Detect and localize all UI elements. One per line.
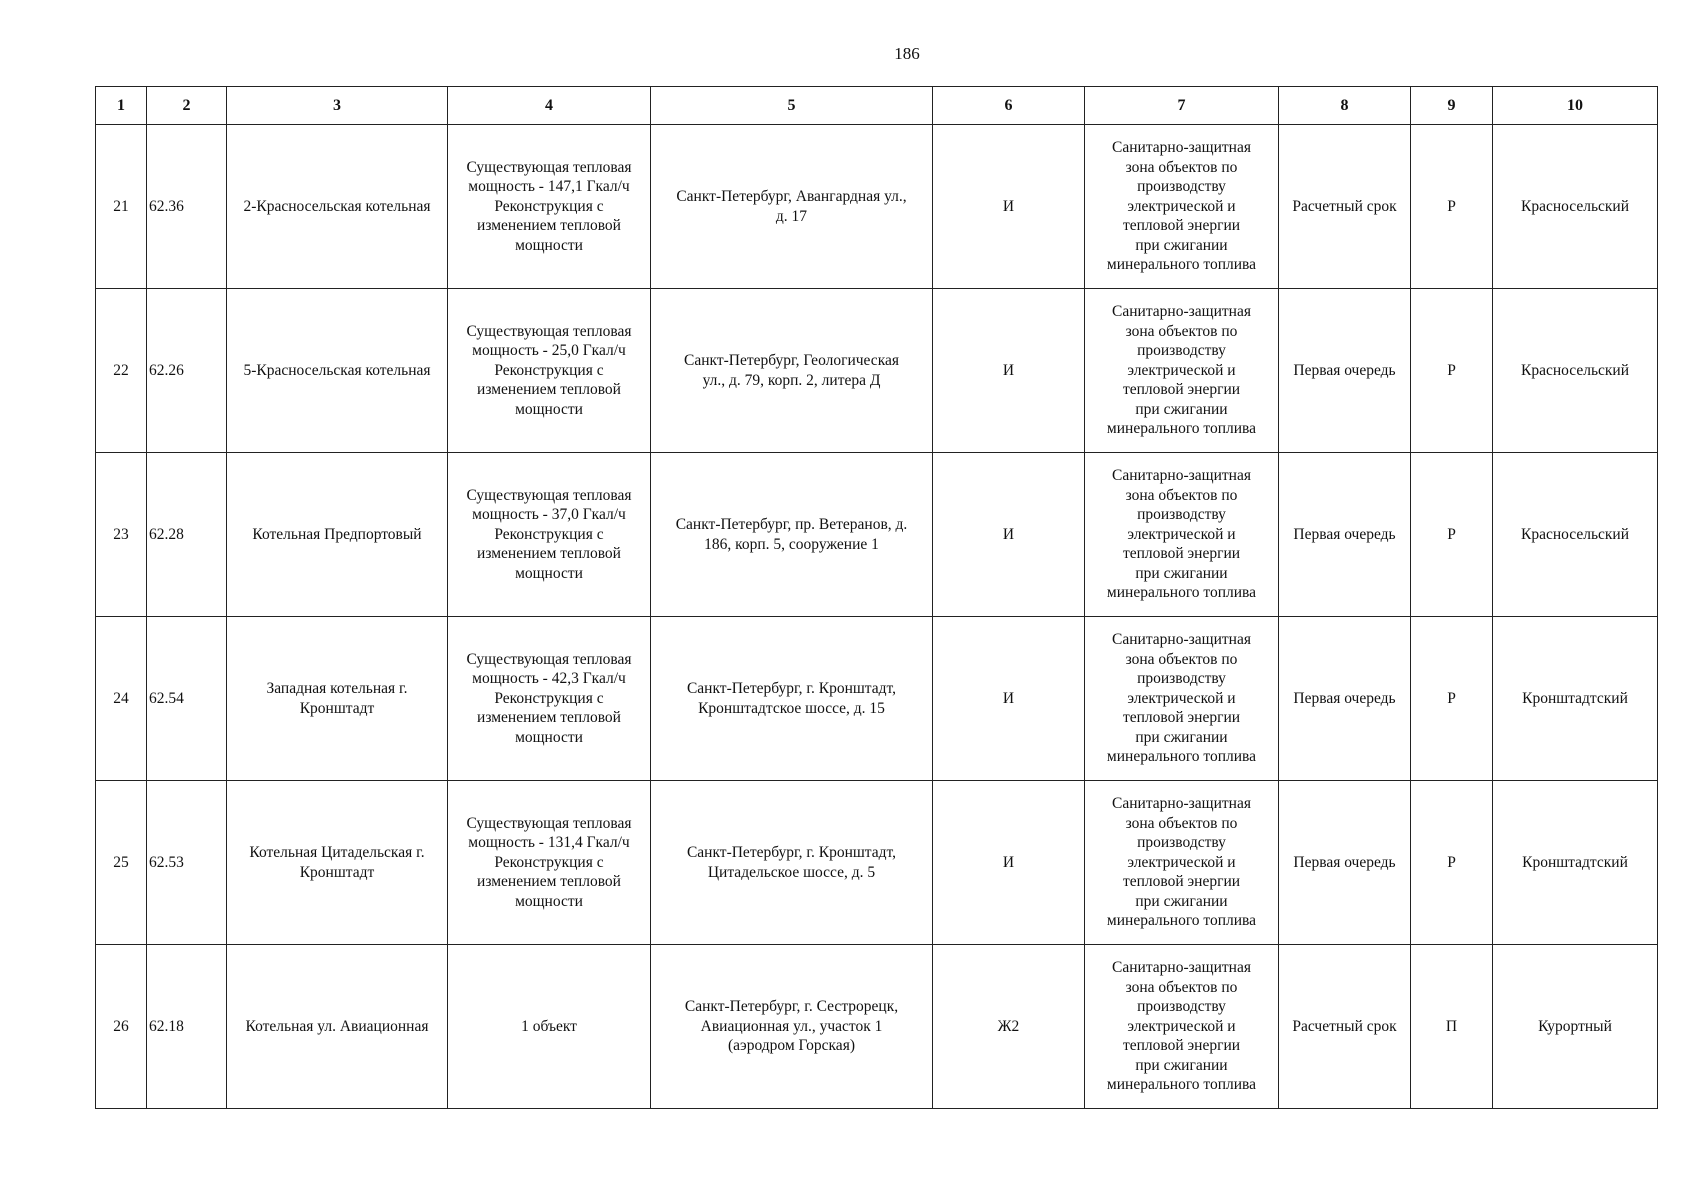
object-code: 62.18: [147, 945, 227, 1109]
implementation-term: Первая очередь: [1279, 781, 1411, 945]
functional-zone: И: [933, 125, 1085, 289]
column-header-1: 1: [96, 87, 147, 125]
row-number: 25: [96, 781, 147, 945]
district: Красносельский: [1493, 125, 1658, 289]
object-address: Санкт-Петербург, г. Сестрорецк, Авиационная ул., участок 1 (аэродром Горская): [651, 945, 933, 1109]
implementation-term: Первая очередь: [1279, 617, 1411, 781]
objects-table: [95, 86, 1658, 1109]
functional-zone: И: [933, 289, 1085, 453]
implementation-term: Расчетный срок: [1279, 125, 1411, 289]
object-status: Р: [1411, 289, 1493, 453]
functional-zone: Ж2: [933, 945, 1085, 1109]
object-status: Р: [1411, 125, 1493, 289]
object-status: Р: [1411, 617, 1493, 781]
page-number: 186: [894, 44, 920, 63]
object-code: 62.53: [147, 781, 227, 945]
object-code: 62.54: [147, 617, 227, 781]
object-address: Санкт-Петербург, Геологическая ул., д. 79, корп. 2, литера Д: [651, 289, 933, 453]
table-row: [96, 125, 1658, 289]
object-code: 62.28: [147, 453, 227, 617]
row-number: 21: [96, 125, 147, 289]
object-parameters: Существующая тепловая мощность - 25,0 Гкал/ч Реконструкция с изменением тепловой мощности: [448, 289, 651, 453]
restriction-zone: Санитарно-защитная зона объектов по производству электрической и тепловой энергии при сжигании минерального топлива: [1085, 453, 1279, 617]
table-body: [96, 125, 1658, 1109]
district: Курортный: [1493, 945, 1658, 1109]
object-address: Санкт-Петербург, г. Кронштадт, Кронштадтское шоссе, д. 15: [651, 617, 933, 781]
object-name: 5-Красносельская котельная: [227, 289, 448, 453]
object-address: Санкт-Петербург, г. Кронштадт, Цитадельское шоссе, д. 5: [651, 781, 933, 945]
object-parameters: Существующая тепловая мощность - 147,1 Гкал/ч Реконструкция с изменением тепловой мощности: [448, 125, 651, 289]
column-header-6: 6: [933, 87, 1085, 125]
object-parameters: Существующая тепловая мощность - 42,3 Гкал/ч Реконструкция с изменением тепловой мощности: [448, 617, 651, 781]
implementation-term: Первая очередь: [1279, 453, 1411, 617]
table-row: [96, 781, 1658, 945]
table-header: [96, 87, 1658, 125]
object-parameters: 1 объект: [448, 945, 651, 1109]
object-name: 2-Красносельская котельная: [227, 125, 448, 289]
object-parameters: Существующая тепловая мощность - 131,4 Гкал/ч Реконструкция с изменением тепловой мощности: [448, 781, 651, 945]
table-row: [96, 945, 1658, 1109]
column-header-10: 10: [1493, 87, 1658, 125]
column-header-4: 4: [448, 87, 651, 125]
object-name: Западная котельная г. Кронштадт: [227, 617, 448, 781]
functional-zone: И: [933, 453, 1085, 617]
table-row: [96, 617, 1658, 781]
functional-zone: И: [933, 617, 1085, 781]
functional-zone: И: [933, 781, 1085, 945]
restriction-zone: Санитарно-защитная зона объектов по производству электрической и тепловой энергии при сжигании минерального топлива: [1085, 125, 1279, 289]
object-parameters: Существующая тепловая мощность - 37,0 Гкал/ч Реконструкция с изменением тепловой мощности: [448, 453, 651, 617]
restriction-zone: Санитарно-защитная зона объектов по производству электрической и тепловой энергии при сжигании минерального топлива: [1085, 617, 1279, 781]
object-name: Котельная Предпортовый: [227, 453, 448, 617]
table-row: [96, 289, 1658, 453]
object-status: Р: [1411, 781, 1493, 945]
row-number: 26: [96, 945, 147, 1109]
object-code: 62.26: [147, 289, 227, 453]
object-code: 62.36: [147, 125, 227, 289]
restriction-zone: Санитарно-защитная зона объектов по производству электрической и тепловой энергии при сжигании минерального топлива: [1085, 289, 1279, 453]
column-header-2: 2: [147, 87, 227, 125]
table-row: [96, 453, 1658, 617]
row-number: 23: [96, 453, 147, 617]
implementation-term: Первая очередь: [1279, 289, 1411, 453]
implementation-term: Расчетный срок: [1279, 945, 1411, 1109]
column-header-3: 3: [227, 87, 448, 125]
row-number: 22: [96, 289, 147, 453]
restriction-zone: Санитарно-защитная зона объектов по производству электрической и тепловой энергии при сжигании минерального топлива: [1085, 781, 1279, 945]
object-name: Котельная Цитадельская г. Кронштадт: [227, 781, 448, 945]
object-address: Санкт-Петербург, Авангардная ул., д. 17: [651, 125, 933, 289]
district: Красносельский: [1493, 289, 1658, 453]
object-name: Котельная ул. Авиационная: [227, 945, 448, 1109]
district: Красносельский: [1493, 453, 1658, 617]
column-header-7: 7: [1085, 87, 1279, 125]
header-row: [96, 87, 1658, 125]
object-status: Р: [1411, 453, 1493, 617]
column-header-9: 9: [1411, 87, 1493, 125]
district: Кронштадтский: [1493, 617, 1658, 781]
row-number: 24: [96, 617, 147, 781]
district: Кронштадтский: [1493, 781, 1658, 945]
object-address: Санкт-Петербург, пр. Ветеранов, д. 186, корп. 5, сооружение 1: [651, 453, 933, 617]
object-status: П: [1411, 945, 1493, 1109]
column-header-5: 5: [651, 87, 933, 125]
restriction-zone: Санитарно-защитная зона объектов по производству электрической и тепловой энергии при сжигании минерального топлива: [1085, 945, 1279, 1109]
column-header-8: 8: [1279, 87, 1411, 125]
